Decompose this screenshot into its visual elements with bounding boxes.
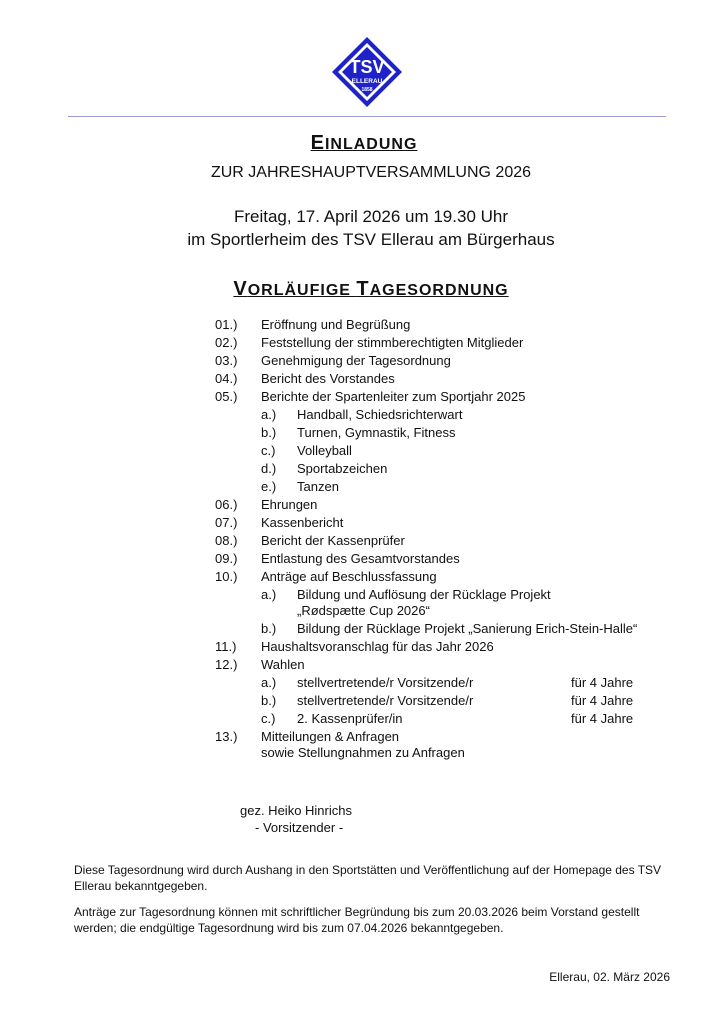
agenda-subnumber: a.) xyxy=(261,407,277,422)
agenda-number: 02.) xyxy=(215,335,238,350)
agenda-subtext: Volleyball xyxy=(297,443,352,458)
agenda-number: 09.) xyxy=(215,551,238,566)
agenda-subnumber: a.) xyxy=(261,587,277,602)
agenda-subnumber: b.) xyxy=(261,621,277,636)
logo-letters: TSV xyxy=(349,57,385,77)
agenda-text: Entlastung des Gesamtvorstandes xyxy=(261,551,460,566)
footer-notice-motions: Anträge zur Tagesordnung können mit schriftlicher Begründung bis zum 20.03.2026 beim Vorstand gestellt werden; die endgültige Tagesordnung wird bis zum 07.04.2026 bekanntgegeben. xyxy=(74,905,640,935)
agenda-text: Ehrungen xyxy=(261,497,318,512)
agenda-text: Kassenbericht xyxy=(261,515,344,530)
agenda-text: Haushaltsvoranschlag für das Jahr 2026 xyxy=(261,639,494,654)
agenda-heading-initial-2: T xyxy=(356,278,370,300)
agenda-heading-initial-1: V xyxy=(233,278,248,300)
agenda-number: 08.) xyxy=(215,533,238,548)
footer-notice-publication: Diese Tagesordnung wird durch Aushang in den Sportstätten und Veröffentlichung auf der Homepage des TSV Ellerau bekanntgegeben. xyxy=(74,863,662,893)
logo-year: 1858 xyxy=(361,87,373,93)
agenda-number: 10.) xyxy=(215,569,238,584)
agenda-text: Berichte der Spartenleiter zum Sportjahr 2025 xyxy=(261,389,526,404)
agenda-subtext: Bildung der Rücklage Projekt „Sanierung Erich-Stein-Halle“ xyxy=(297,621,638,636)
title-initial: E xyxy=(310,132,325,154)
agenda-text: Eröffnung und Begrüßung xyxy=(261,317,411,332)
agenda-number: 06.) xyxy=(215,497,238,512)
agenda-text: Mitteilungen & Anfragen xyxy=(261,729,400,744)
agenda-subtext: 2. Kassenprüfer/in xyxy=(297,711,403,726)
logo-club-name: ELLERAU xyxy=(351,78,383,85)
agenda-subtext: Handball, Schiedsrichterwart xyxy=(297,407,463,422)
meeting-details xyxy=(0,205,728,251)
signature-role: - Vorsitzender - xyxy=(255,820,344,835)
header-divider xyxy=(68,116,666,117)
agenda-subnumber: a.) xyxy=(261,675,277,690)
agenda-subtext: Turnen, Gymnastik, Fitness xyxy=(297,425,456,440)
agenda-number: 01.) xyxy=(215,317,238,332)
agenda-subtext: stellvertretende/r Vorsitzende/r xyxy=(297,693,474,708)
term-length: für 4 Jahre xyxy=(571,675,634,690)
tsv-ellerau-diamond-icon xyxy=(331,36,403,108)
agenda-subnumber: b.) xyxy=(261,693,277,708)
agenda-number: 04.) xyxy=(215,371,238,386)
signature-name: gez. Heiko Hinrichs xyxy=(240,803,352,818)
meeting-date: Freitag, 17. April 2026 um 19.30 Uhr xyxy=(233,207,509,226)
term-length: für 4 Jahre xyxy=(571,693,634,708)
agenda-subtext: stellvertretende/r Vorsitzende/r xyxy=(297,675,474,690)
agenda-number: 03.) xyxy=(215,353,238,368)
agenda-number: 12.) xyxy=(215,657,238,672)
signature-block xyxy=(240,802,352,836)
agenda-text: Feststellung der stimmberechtigten Mitglieder xyxy=(261,335,524,350)
agenda-number: 11.) xyxy=(215,639,237,654)
club-logo xyxy=(331,36,403,108)
agenda-number: 05.) xyxy=(215,389,238,404)
agenda-subnumber: c.) xyxy=(261,443,276,458)
term-length: für 4 Jahre xyxy=(571,711,634,726)
place-and-date: Ellerau, 02. März 2026 xyxy=(549,970,670,984)
agenda-subtext: Tanzen xyxy=(297,479,339,494)
document-title xyxy=(0,132,728,155)
agenda-text: Anträge auf Beschlussfassung xyxy=(261,569,437,584)
meeting-place: im Sportlerheim des TSV Ellerau am Bürgerhaus xyxy=(187,230,555,249)
agenda-subnumber: b.) xyxy=(261,425,277,440)
agenda-number: 13.) xyxy=(215,729,238,744)
agenda-heading-part-1: ORLÄUFIGE xyxy=(247,282,357,299)
title-rest: INLADUNG xyxy=(324,136,418,153)
agenda-number: 07.) xyxy=(215,515,238,530)
agenda-subtext: „Rødspætte Cup 2026“ xyxy=(297,603,430,618)
agenda-heading xyxy=(0,278,728,301)
agenda-subnumber: d.) xyxy=(261,461,277,476)
agenda-subnumber: e.) xyxy=(261,479,277,494)
agenda-text: Genehmigung der Tagesordnung xyxy=(261,353,451,368)
agenda-text: Bericht des Vorstandes xyxy=(261,371,395,386)
agenda-subtext: Sportabzeichen xyxy=(297,461,388,476)
agenda-text: Bericht der Kassenprüfer xyxy=(261,533,405,548)
agenda-text: Wahlen xyxy=(261,657,305,672)
document-subtitle: ZUR JAHRESHAUPTVERSAMMLUNG 2026 xyxy=(210,164,532,181)
agenda-subtext: Bildung und Auflösung der Rücklage Projekt xyxy=(297,587,551,602)
agenda-heading-part-2: AGESORDNUNG xyxy=(369,282,509,299)
agenda-subnumber: c.) xyxy=(261,711,276,726)
agenda-text: sowie Stellungnahmen zu Anfragen xyxy=(261,745,465,760)
